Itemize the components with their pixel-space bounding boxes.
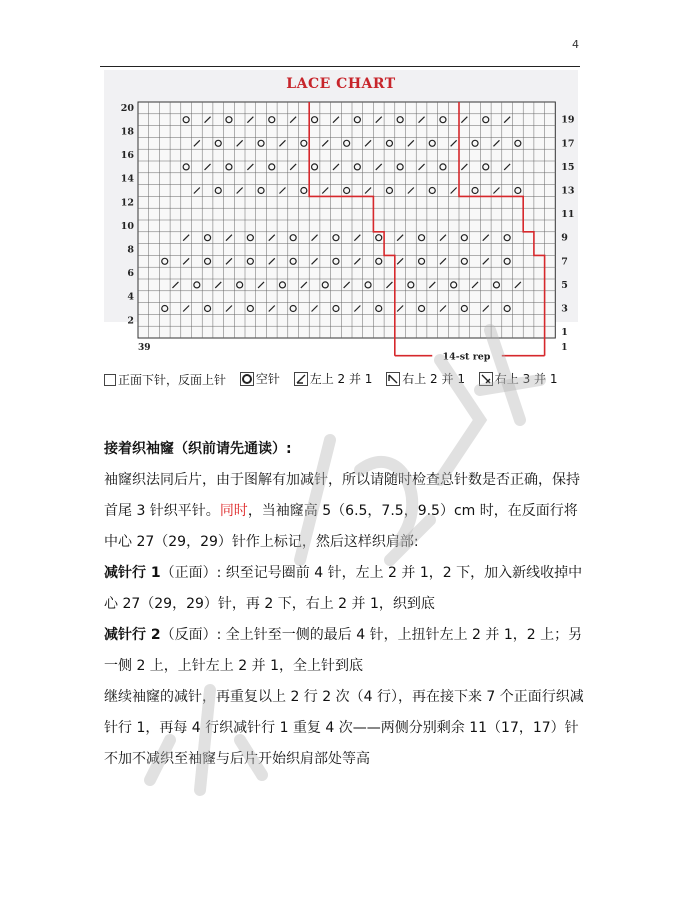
row-number-left: 4 [127,291,134,303]
decrease-row-1 [104,558,584,620]
legend [104,370,568,389]
row2-text: （反面）: 全上针至一侧的最后 4 针，上扭针左上 2 并 1，2 上；另一侧 2 上，上针左上 2 并 1，全上针到底 [104,627,583,674]
row-number-left: 6 [127,268,134,280]
row-number-left: 14 [120,173,134,185]
row-number-left: 2 [127,315,134,327]
paragraph-3: 不加不减织至袖窿与后片开始织肩部处等高 [104,751,370,767]
ssk-icon [386,372,400,386]
p1-text-a: 袖窿织法同后片，由于图解有加减针，所以请随时检查总针数是否正确，保持首尾 3 针织平针。 [104,472,580,519]
row-number-left: 18 [120,126,134,138]
row-number-right: 1 [561,327,568,339]
row1-label: 减针行 1 [104,565,161,581]
row-number-right: 3 [561,303,568,315]
legend-k2tog [294,370,373,387]
legend-k2tog-label: 左上 2 并 1 [309,372,373,386]
row-number-left: 10 [120,220,134,232]
chart-svg [104,70,578,363]
legend-ssk-label: 右上 2 并 1 [402,372,465,386]
legend-knit [104,371,226,388]
row1-text: （正面）: 织至记号圈前 4 针，左上 2 并 1，2 下，加入新线收掉中心 27（29，29）针，再 2 下，右上 2 并 1，织到底 [104,565,583,612]
legend-sk2p-label: 右上 3 并 1 [494,372,558,386]
knit-square-icon [104,374,116,386]
row-number-right: 5 [561,279,568,291]
instructions [104,434,584,775]
chart-title: LACE CHART [286,76,396,92]
row-number-right: 19 [561,114,575,126]
repeat-label: 14-st rep [442,351,491,363]
stitch-number-right: 1 [561,343,568,353]
paragraph-2: 继续袖窿的减针，再重复以上 2 行 2 次（4 行），再在接下来 7 个正面行织减针行 1，再每 4 行织减针行 1 重复 4 次——两侧分别剩余 11（17，17）针 [104,689,584,736]
row-number-right: 11 [561,209,575,221]
row-number-right: 9 [561,232,568,244]
p1-simultaneously: 同时 [219,503,248,519]
row-number-left: 12 [120,197,134,209]
section-heading: 接着织袖窿（织前请先通读）: [104,441,292,457]
yo-circle-icon [240,372,254,386]
header-rule [100,66,580,67]
stitch-number-left: 39 [138,343,151,353]
paragraph-1 [104,465,584,558]
lace-chart [104,70,578,363]
legend-yo [240,370,280,387]
legend-knit-label: 正面下针，反面上针 [118,373,227,387]
row-number-right: 17 [561,138,575,150]
row-number-right: 15 [561,161,575,173]
legend-yo-label: 空针 [255,372,280,386]
sk2p-icon [479,372,493,386]
page-number: 4 [572,38,579,51]
row-number-right: 13 [561,185,575,197]
row-number-left: 20 [120,102,134,114]
row2-label: 减针行 2 [104,627,161,643]
k2tog-icon [294,372,308,386]
p1-text-b: ，当袖窿高 5（6.5，7.5，9.5）cm 时，在反面行将中心 27（29，29）针作上标记，然后这样织肩部: [104,503,578,550]
row-number-left: 16 [120,150,134,162]
legend-ssk [386,370,465,387]
decrease-row-2 [104,620,584,682]
legend-sk2p [479,370,558,387]
row-number-right: 7 [561,256,568,268]
row-number-left: 8 [127,244,134,256]
